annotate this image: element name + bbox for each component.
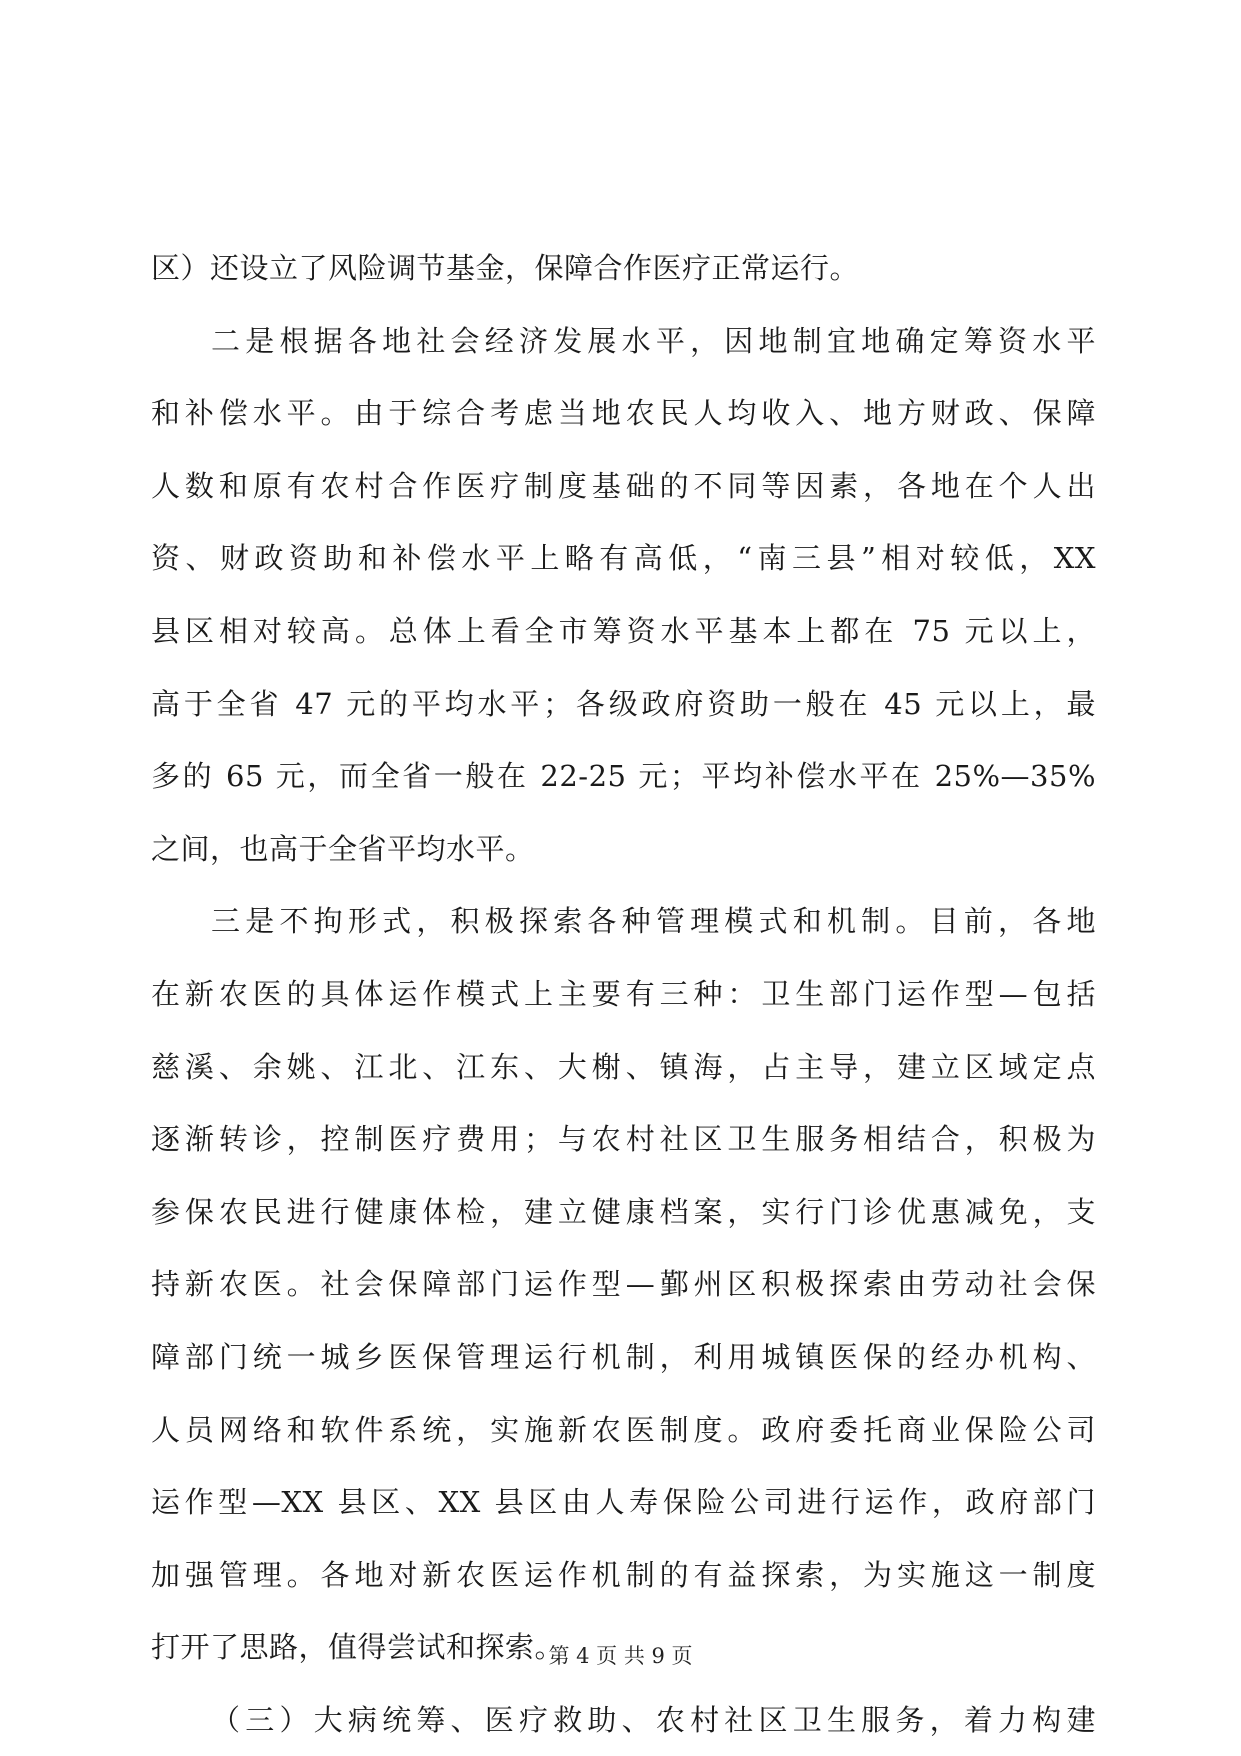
body-text [151, 232, 1096, 1756]
text-line: 参保农民进行健康体检，建立健康档案，实行门诊优惠减免，支 [151, 1194, 1096, 1229]
text-line: 加强管理。各地对新农医运作机制的有益探索，为实施这一制度 [151, 1557, 1096, 1592]
text-line: 县区相对较高。总体上看全市筹资水平基本上都在 75 元以上， [151, 613, 1096, 648]
text-line: 打开了思路，值得尝试和探索。 [151, 1630, 565, 1665]
text-line: 人员网络和软件系统，实施新农医制度。政府委托商业保险公司 [151, 1412, 1096, 1447]
text-line: 资、财政资助和补偿水平上略有高低，“南三县”相对较低，XX [151, 541, 1096, 576]
text-line: 慈溪、余姚、江北、江东、大榭、镇海，占主导，建立区域定点 [151, 1049, 1096, 1084]
text-line: 持新农医。社会保障部门运作型—鄞州区积极探索由劳动社会保 [151, 1267, 1096, 1302]
text-line: 和补偿水平。由于综合考虑当地农民人均收入、地方财政、保障 [151, 396, 1096, 431]
paragraph-start-line: 二是根据各地社会经济发展水平，因地制宜地确定筹资水平 [211, 323, 1096, 358]
text-line: 高于全省 47 元的平均水平；各级政府资助一般在 45 元以上，最 [151, 686, 1096, 721]
text-line: 之间，也高于全省平均水平。 [151, 831, 535, 866]
text-line: 逐渐转诊，控制医疗费用；与农村社区卫生服务相结合，积极为 [151, 1122, 1096, 1157]
text-line: 区）还设立了风险调节基金，保障合作医疗正常运行。 [151, 251, 860, 285]
text-line: 人数和原有农村合作医疗制度基础的不同等因素，各地在个人出 [151, 468, 1096, 503]
paragraph-start-line: 三是不拘形式，积极探索各种管理模式和机制。目前，各地 [211, 904, 1096, 939]
text-line: 运作型—XX 县区、XX 县区由人寿保险公司进行运作，政府部门 [151, 1485, 1096, 1520]
section-heading-line: （三）大病统筹、医疗救助、农村社区卫生服务，着力构建 [211, 1702, 1096, 1737]
page-number-footer: 第 4 页 共 9 页 [548, 1644, 693, 1668]
text-line: 多的 65 元，而全省一般在 22-25 元；平均补偿水平在 25%—35% [151, 759, 1096, 794]
text-line: 障部门统一城乡医保管理运行机制，利用城镇医保的经办机构、 [151, 1339, 1096, 1374]
text-line: 在新农医的具体运作模式上主要有三种：卫生部门运作型—包括 [151, 976, 1096, 1011]
